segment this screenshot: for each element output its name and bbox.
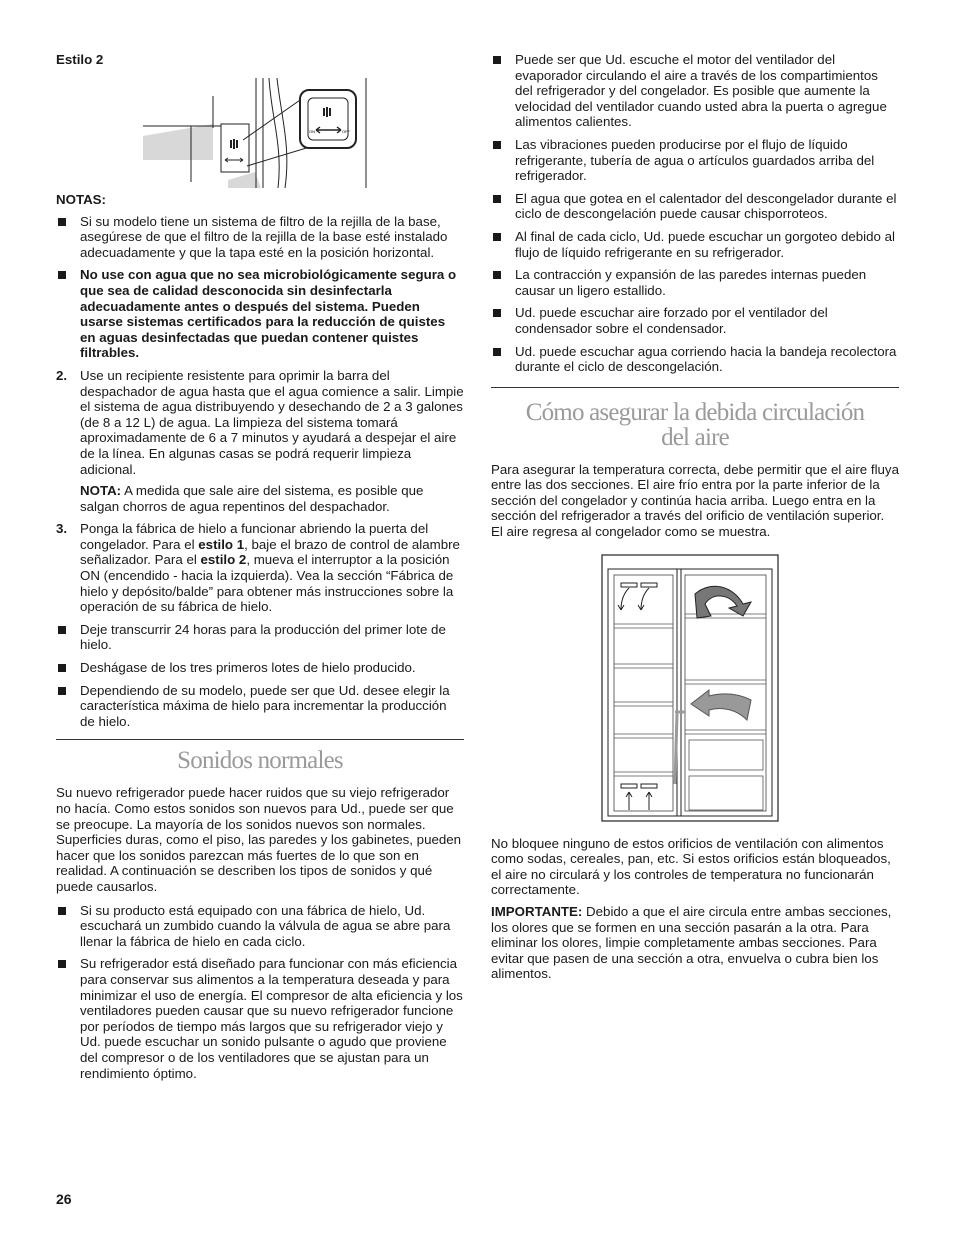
list-item: Deshágase de los tres primeros lotes de hielo producido. — [56, 660, 464, 676]
notes-list — [56, 214, 464, 361]
section-divider — [491, 387, 899, 388]
refrigerator-airflow-diagram — [601, 554, 779, 822]
list-item: Ud. puede escuchar agua corriendo hacia la bandeja recolectora durante el ciclo de descongelación. — [491, 344, 899, 375]
style2-heading: Estilo 2 — [56, 52, 104, 67]
list-item: La contracción y expansión de las paredes internas pueden causar un ligero estallido. — [491, 267, 899, 298]
list-item: No use con agua que no sea microbiológicamente segura o que sea de calidad desconocida sin desinfectarla adecuadamente antes o después del sistema. Pueden usarse sistemas certificados para la reducción de quistes en aguas desinfectadas que puedan contener quistes filtrables. — [56, 267, 464, 361]
right-column — [491, 52, 899, 982]
text-run: Ponga la fábrica de hielo a funcionar abriendo la puerta del congelador. Para el — [80, 521, 429, 552]
ice-maker-switch-illustration — [143, 76, 368, 190]
page-number: 26 — [56, 1191, 72, 1207]
list-item: Al final de cada ciclo, Ud. puede escuchar un gorgoteo debido al flujo de líquido refrigerante en su refrigerador. — [491, 229, 899, 260]
text-run-bold: estilo 2 — [200, 552, 247, 568]
step-note — [80, 483, 464, 514]
air-title — [491, 400, 899, 450]
section-divider — [56, 739, 464, 740]
list-item: Su refrigerador está diseñado para funcionar con más eficiencia para conservar sus alimentos a la temperatura deseada y para minimizar el uso de energía. El compresor de alta eficiencia y los ventiladores pueden causar que su nuevo refrigerador funcione por períodos de tiempo más largos que su refrigerador viejo y Ud. puede escuchar un sonido pulsante o agudo que proviene del compresor o de los ventiladores que se ajustan para un rendimiento óptimo. — [56, 956, 464, 1081]
list-item: Puede ser que Ud. escuche el motor del ventilador del evaporador circulando el aire a través de los compartimientos del refrigerador y del congelador. Es posible que aumente la velocidad del ventilador cuando usted abra la puerta o agregue alimentos calientes. — [491, 52, 899, 130]
step-text — [80, 521, 464, 615]
list-item: El agua que gotea en el calentador del descongelador durante el ciclo de descongelación puede causar chisporroteos. — [491, 191, 899, 222]
air-warning: No bloquee ninguno de estos orificios de ventilación con alimentos como sodas, cereales, pan, etc. Si estos orificios están bloqueados, el aire no circulará y los controles de temperatura no funcionarán correctamente. — [491, 835, 891, 898]
title-line: del aire — [661, 423, 729, 451]
list-item: Las vibraciones pueden producirse por el flujo de líquido refrigerante, tubería de agua o artículos guardados arriba del refrigerador. — [491, 137, 899, 184]
text-run: , mueva el interruptor a la posición ON (encendido - hacia la izquierda). Vea la sección “Fábrica de hielo y depósito/balde” para obtener más instrucciones sobre la operación de su fábrica de hielo. — [80, 552, 454, 615]
list-item: Si su producto está equipado con una fábrica de hielo, Ud. escuchará un zumbido cuando la válvula de agua se abre para llenar la fábrica de hielo en cada ciclo. — [56, 903, 464, 950]
svg-text:OFF: OFF — [342, 129, 350, 134]
notes-heading: NOTAS: — [56, 192, 106, 207]
note-label: NOTA: — [80, 483, 122, 499]
list-item: Dependiendo de su modelo, puede ser que Ud. desee elegir la característica máxima de hielo para incrementar la producción de hielo. — [56, 683, 464, 730]
sounds-intro: Su nuevo refrigerador puede hacer ruidos que su viejo refrigerador no hacía. Como estos sonidos son nuevos para Ud., puede ser que se preocupe. La mayoría de los sonidos nuevos son normales. Superficies duras, como el piso, las paredes y los gabinetes, pueden hacer que los sonidos parezcan más fuertes de lo que son en realidad. A continuación se describen los tipos de sonidos y qué puede causarlos. — [56, 785, 462, 894]
sounds-title: Sonidos normales — [177, 747, 343, 775]
text-run-bold: estilo 1 — [198, 536, 245, 552]
important-label: IMPORTANTE: — [491, 904, 583, 920]
note-text: A medida que sale aire del sistema, es posible que salgan chorros de agua repentinos del despachador. — [80, 483, 424, 514]
step-number: 2. — [56, 367, 68, 383]
svg-text:ON: ON — [309, 129, 315, 134]
list-item: Ud. puede escuchar aire forzado por el ventilador del condensador sobre el condensador. — [491, 305, 899, 336]
important-note — [491, 904, 899, 982]
text-run: , baje el brazo de control de alambre señalizador. Para el — [80, 536, 460, 568]
step-3 — [56, 521, 464, 615]
list-item: Deje transcurrir 24 horas para la producción del primer lote de hielo. — [56, 622, 464, 653]
sounds-list-continued — [491, 52, 899, 375]
step-text: Use un recipiente resistente para oprimir la barra del despachador de agua hasta que el agua comience a salir. Limpie el sistema de agua distribuyendo y desechando de 2 a 3 galones (de 8 a 12 L) de agua. La limpieza del sistema tomará aproximadamente de 6 a 7 minutos y ayudará a despejar el aire de la línea. En algunas casas se podrá requerir limpieza adicional. — [80, 367, 464, 477]
left-column — [56, 52, 464, 74]
important-text: Debido a que el aire circula entre ambas secciones, los olores que se formen en una sección pasarán a la otra. Para eliminar los olores, limpie completamente ambas secciones. Para evitar que pasen de una sección a otra, envuelva o cubra bien los alimentos. — [491, 904, 892, 982]
step3-sublist — [56, 622, 464, 730]
step-2 — [56, 368, 464, 514]
step-number: 3. — [56, 521, 68, 537]
air-intro: Para asegurar la temperatura correcta, debe permitir que el aire fluya entre las dos secciones. El aire frío entra por la parte inferior de la sección del congelador y continúa hacia arriba. Luego entra en la sección del refrigerador a través del orificio de ventilación superior. El aire regresa al congelador como se muestra. — [491, 461, 899, 540]
notes-block — [56, 192, 464, 1088]
list-item: Si su modelo tiene un sistema de filtro de la rejilla de la base, asegúrese de que el filtro de la rejilla de la base esté instalado adecuadamente y que la tapa esté en la posición horizontal. — [56, 214, 464, 261]
sounds-list — [56, 903, 464, 1082]
title-line: Cómo asegurar la debida circulación — [525, 398, 865, 426]
